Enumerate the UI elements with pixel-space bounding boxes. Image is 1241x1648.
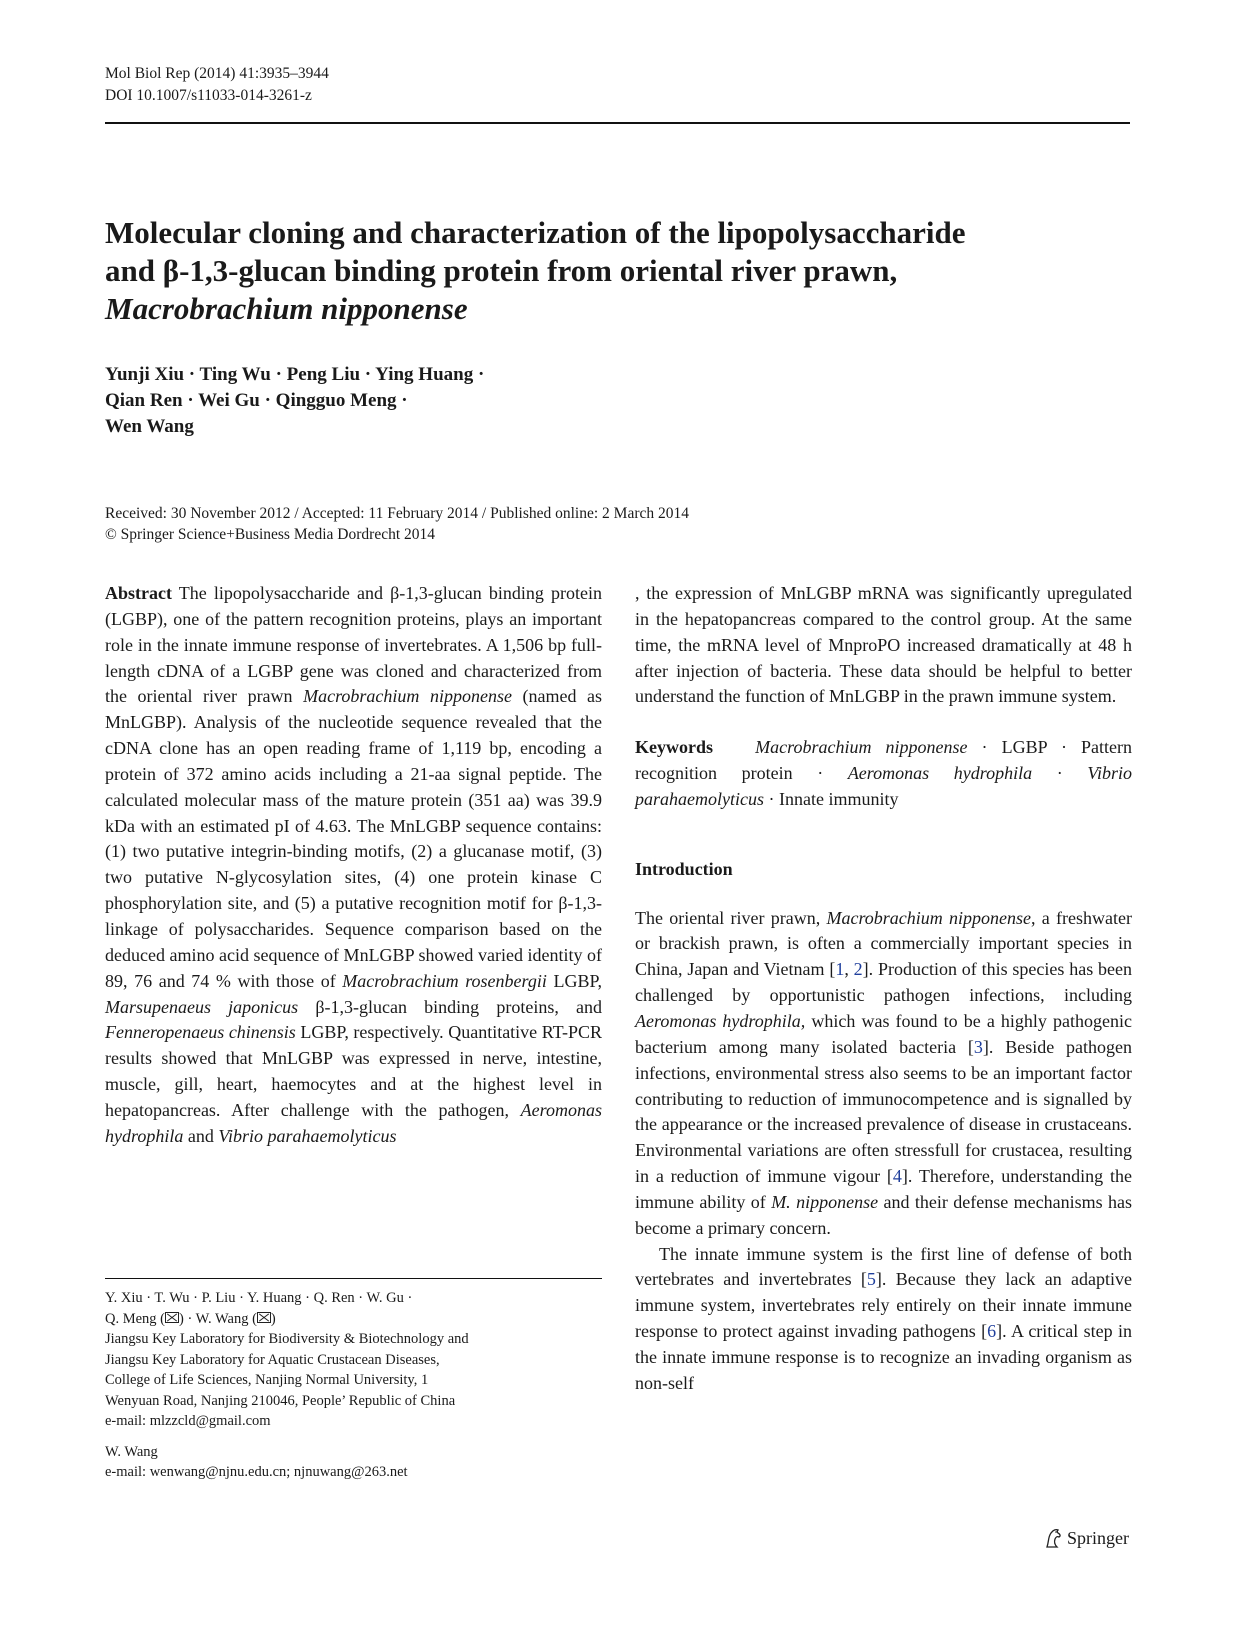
title-line-3: Macrobrachium nipponense	[105, 291, 468, 326]
publisher-name: Springer	[1067, 1527, 1129, 1548]
springer-horse-icon	[1043, 1527, 1063, 1549]
intro-paragraph-2: The innate immune system is the first line of defense of both vertebrates and invertebrates [5]. Because they lack an adaptive immune system, invertebrates rely entirely on their innate immune response to protect against invading pathogens [6]. A critical step in the innate immune response is to recognize an invading organism as non-self	[635, 1243, 1133, 1393]
citation-link[interactable]: 6	[987, 1321, 997, 1342]
abstract-heading: Abstract	[105, 583, 172, 603]
author-list	[105, 362, 484, 440]
citation-link[interactable]: 5	[866, 1269, 876, 1290]
email-meng: e-mail: mlzzcld@gmail.com	[105, 1413, 271, 1429]
dates-line: Received: 30 November 2012 / Accepted: 11 February 2014 / Published online: 2 March 2014	[105, 505, 689, 522]
affiliation-footnote: Y. Xiu · T. Wu · P. Liu · Y. Huang · Q. Ren · W. Gu · Q. Meng ( ) · W. Wang ( ) Jiangsu Key Laboratory for Biodiversity & Biotechnology and Jiangsu Key Laboratory for Aquatic Crustacean Diseases, College of Life Sciences, Nanjing Normal University, 1 Wenyuan Road, Nanjing 210046, People’ Republic of China e-mail: mlzzcld@gmail.com W. Wang e-mail: wenwang@njnu.edu.cn; njnuwang@263.net	[105, 1288, 469, 1483]
intro-paragraph-1: The oriental river prawn, Macrobrachium nipponense, a freshwater or brackish prawn, is often a commercially important species in China, Japan and Vietnam [1, 2]. Production of this species has been challenged by opportunistic pathogen infections, including Aeromonas hydrophila, which was found to be a highly pathogenic bacterium among many isolated bacteria [3]. Beside pathogen infections, environmental stress also seems to be an important factor contributing to reduction of immunocompetence and is signalled by the appearance or the increased prevalence of disease in crustaceans. Environmental variations are often stressfull for crustacea, resulting in a reduction of immune vigour [4]. Therefore, understanding the immune ability of M. nipponense and their defense mechanisms has become a primary concern.	[635, 907, 1132, 1238]
introduction-heading: Introduction	[635, 858, 733, 879]
email-wang: e-mail: wenwang@njnu.edu.cn; njnuwang@263.net	[105, 1464, 408, 1480]
left-column	[105, 581, 602, 1150]
abstract-continuation: , the expression of MnLGBP mRNA was significantly upregulated in the hepatopancreas compared to the control group. At the same time, the mRNA level of MnproPO increased dramatically at 48 h after injection of bacteria. These data should be helpful to better understand the function of MnLGBP in the prawn immune system.	[635, 583, 1132, 707]
authors-line-1: Yunji Xiu · Ting Wu · Peng Liu · Ying Huang ·	[105, 364, 485, 385]
keywords-paragraph: Keywords Macrobrachium nipponense · LGBP · Pattern recognition protein · Aeromonas hydrophila · Vibrio parahaemolyticus · Innate immunity	[635, 737, 1132, 809]
envelope-icon	[257, 1312, 271, 1323]
footnote-rule	[105, 1278, 602, 1279]
abstract-paragraph: Abstract The lipopolysaccharide and β-1,3-glucan binding protein (LGBP), one of the pattern recognition proteins, plays an important role in the innate immune response of invertebrates. A 1,506 bp full-length cDNA of a LGBP gene was cloned and characterized from the oriental river prawn Macrobrachium nipponense (named as MnLGBP). Analysis of the nucleotide sequence revealed that the cDNA clone has an open reading frame of 1,119 bp, encoding a protein of 372 amino acids including a 21-aa signal peptide. The calculated molecular mass of the mature protein (351 aa) was 39.9 kDa with an estimated pI of 4.63. The MnLGBP sequence contains: (1) two putative integrin-binding motifs, (2) a glucanase motif, (3) two putative N-glycosylation sites, (4) one protein kinase C phosphorylation site, and (5) a putative recognition motif for β-1,3-linkage of polysaccharides. Sequence comparison based on the deduced amino acid sequence of MnLGBP showed varied identity of 89, 76 and 74 % with those of Macrobrachium rosenbergii LGBP, Marsupenaeus japonicus β-1,3-glucan binding proteins, and Fenneropenaeus chinensis LGBP, respectively. Quantitative RT-PCR results showed that MnLGBP was expressed in nerve, intestine, muscle, gill, heart, haemocytes and at the highest level in hepatopancreas. After challenge with the pathogen, Aeromonas hydrophila and Vibrio parahaemolyticus	[105, 583, 603, 1146]
header-rule	[105, 122, 1130, 124]
envelope-icon	[165, 1312, 179, 1323]
keywords-heading: Keywords	[635, 737, 713, 758]
title-line-1: Molecular cloning and characterization of the lipopolysaccharide	[105, 215, 966, 250]
authors-line-3: Wen Wang	[105, 416, 194, 437]
citation-link[interactable]: 3	[973, 1036, 983, 1057]
authors-line-2: Qian Ren · Wei Gu · Qingguo Meng ·	[105, 390, 408, 411]
publication-dates	[105, 503, 689, 545]
doi: DOI 10.1007/s11033-014-3261-z	[105, 87, 312, 104]
citation-link[interactable]: 4	[892, 1166, 902, 1187]
journal-citation: Mol Biol Rep (2014) 41:3935–3944	[105, 65, 329, 82]
copyright-line: © Springer Science+Business Media Dordrecht 2014	[105, 526, 436, 543]
journal-header	[105, 63, 329, 107]
citation-link[interactable]: 2	[853, 959, 863, 980]
right-column	[635, 581, 1132, 1397]
citation-link[interactable]: 1	[835, 959, 845, 980]
article-title	[105, 214, 1145, 328]
title-line-2: and β-1,3-glucan binding protein from oriental river prawn,	[105, 253, 898, 288]
publisher-logo	[1043, 1527, 1129, 1549]
